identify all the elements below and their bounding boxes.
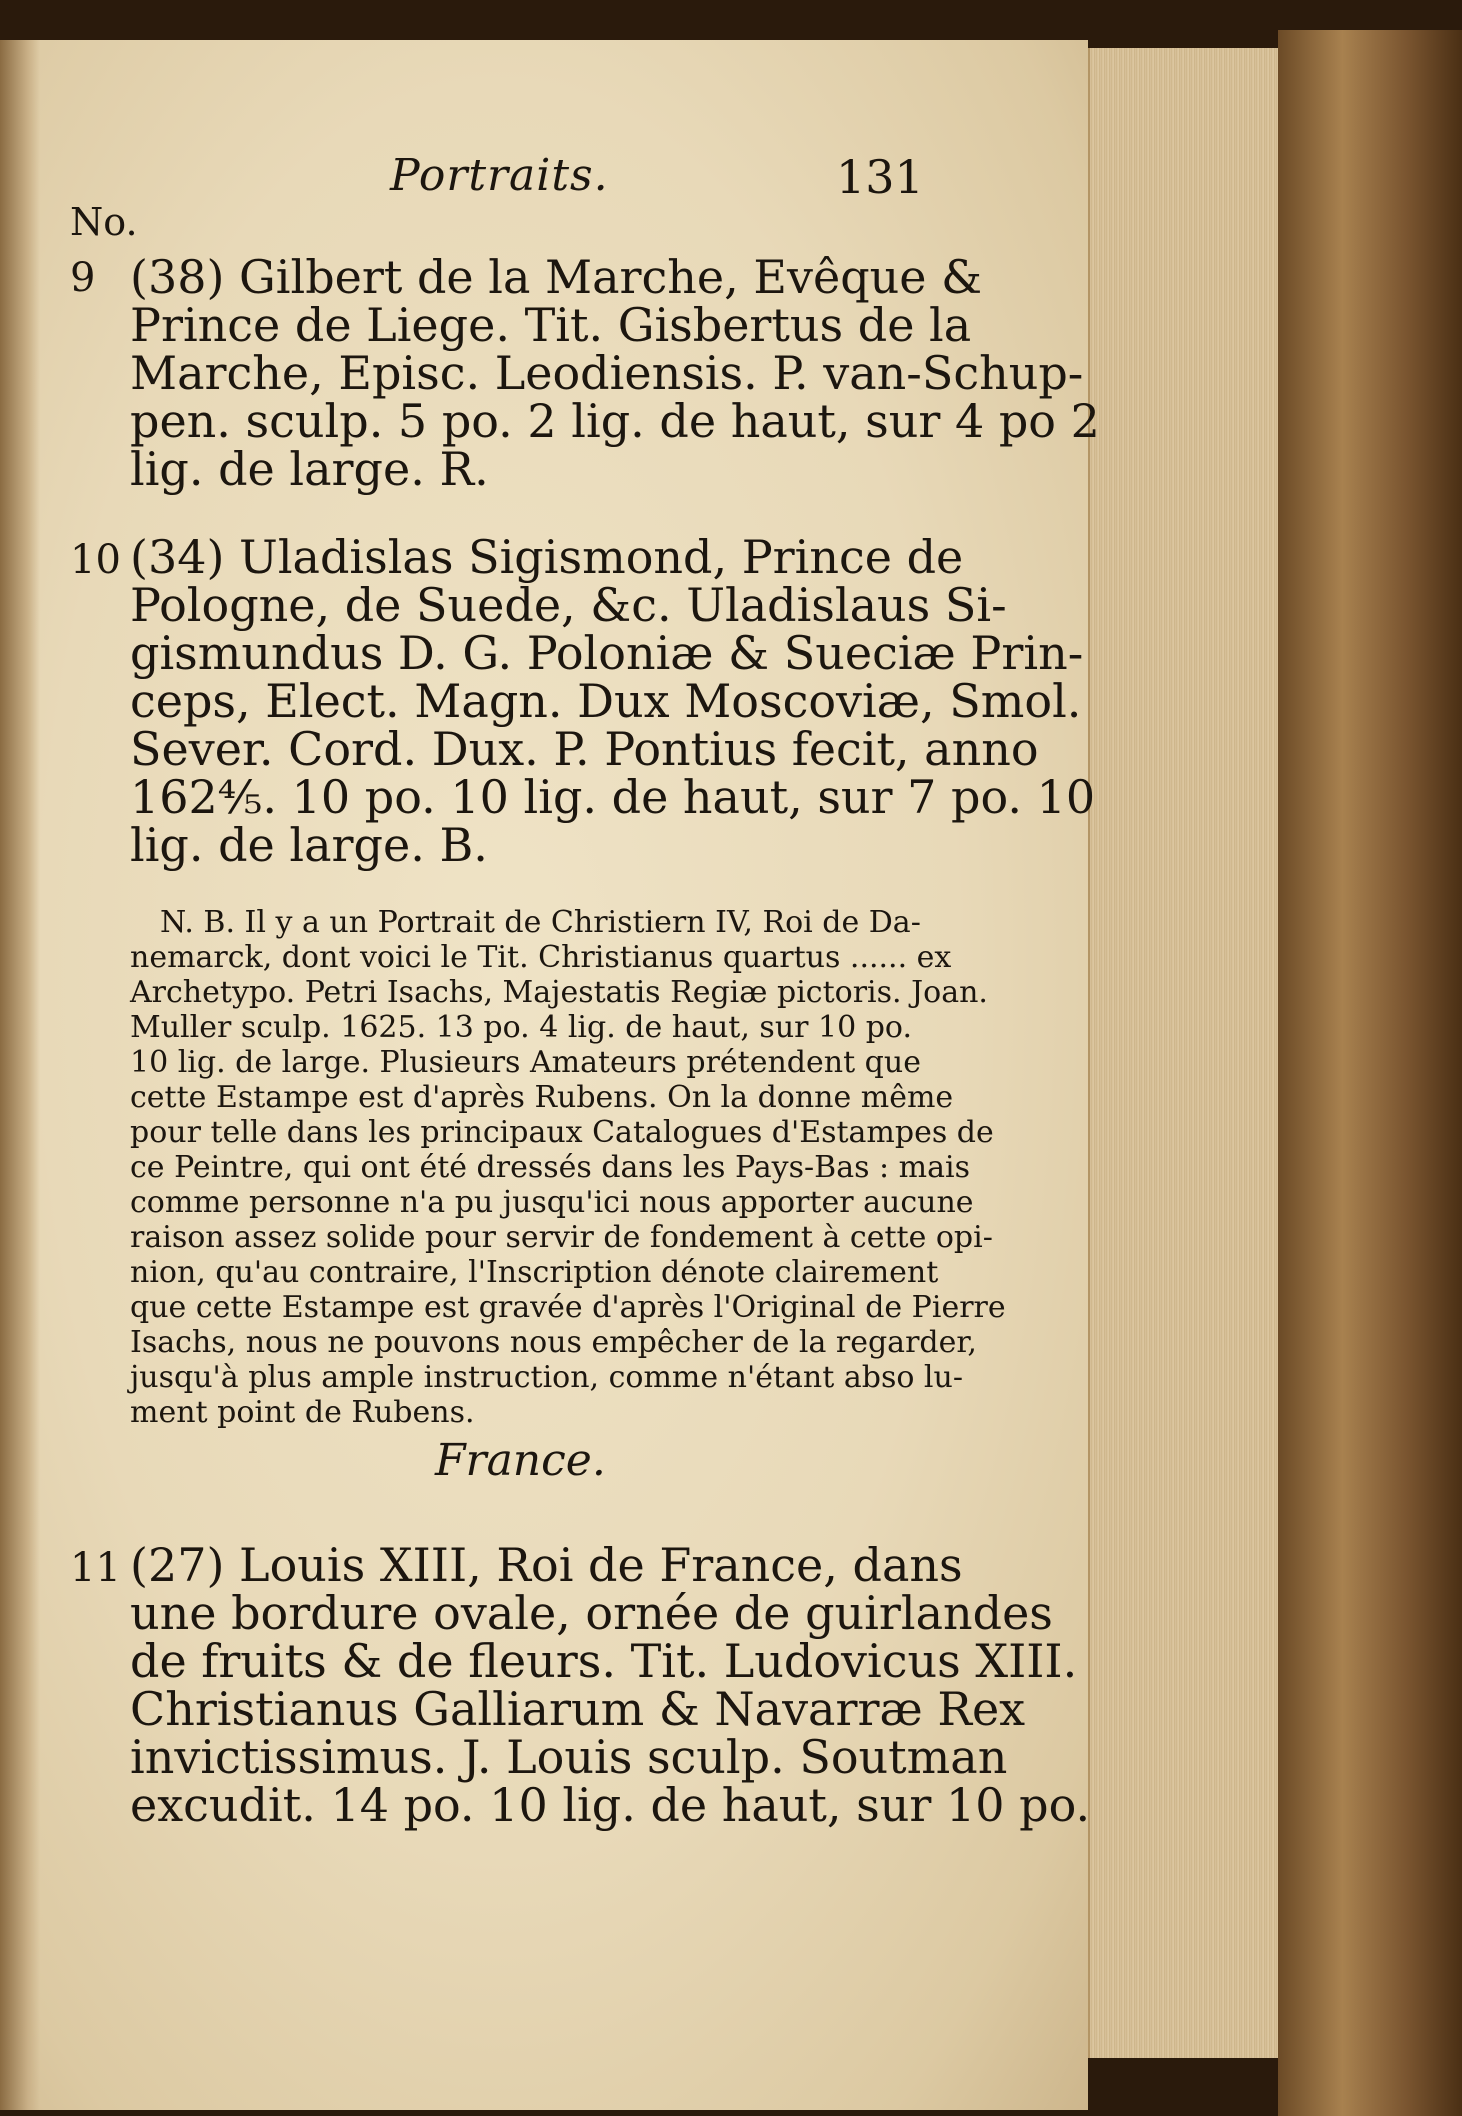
note-line: comme personne n'a pu jusqu'ici nous apporter aucune — [130, 1185, 974, 1220]
note-line: ce Peintre, qui ont été dressés dans les Pays-Bas : mais — [130, 1150, 970, 1185]
entry-line: Pologne, de Suede, &c. Uladislaus Si- — [130, 578, 1007, 632]
note-line: raison assez solide pour servir de fondement à cette opi- — [130, 1220, 993, 1255]
entry-line: une bordure ovale, ornée de guirlandes — [130, 1586, 1053, 1640]
note-line: pour telle dans les principaux Catalogues d'Estampes de — [130, 1115, 994, 1150]
entry-line: ceps, Elect. Magn. Dux Moscoviæ, Smol. — [130, 674, 1082, 728]
entry-line: Sever. Cord. Dux. P. Pontius fecit, anno — [130, 722, 1039, 776]
entry-line: Marche, Episc. Leodiensis. P. van-Schup- — [130, 346, 1084, 400]
entry-number: 10 — [70, 537, 121, 583]
note-line: 10 lig. de large. Plusieurs Amateurs prétendent que — [130, 1045, 921, 1080]
note-line: Muller sculp. 1625. 13 po. 4 lig. de haut, sur 10 po. — [130, 1010, 913, 1045]
entry-line: (34) Uladislas Sigismond, Prince de — [130, 530, 964, 584]
entry-line: Christianus Galliarum & Navarræ Rex — [130, 1682, 1026, 1736]
note-line: cette Estampe est d'après Rubens. On la donne même — [130, 1080, 954, 1115]
entry-line: (27) Louis XIII, Roi de France, dans — [130, 1538, 963, 1592]
running-title: Portraits. — [390, 150, 609, 201]
note-line: N. B. Il y a un Portrait de Christiern IV, Roi de Da- — [160, 905, 921, 940]
number-column-label: No. — [70, 200, 138, 244]
note-line: Isachs, nous ne pouvons nous empêcher de la regarder, — [130, 1325, 977, 1360]
gutter-shadow — [0, 40, 40, 2110]
entry-line: (38) Gilbert de la Marche, Evêque & — [130, 250, 983, 304]
entry-line: excudit. 14 po. 10 lig. de haut, sur 10 po. — [130, 1778, 1091, 1832]
entry-line: gismundus D. G. Poloniæ & Sueciæ Prin- — [130, 626, 1084, 680]
entry-number: 11 — [70, 1545, 121, 1591]
entry-line: invictissimus. J. Louis sculp. Soutman — [130, 1730, 1008, 1784]
note-line: ment point de Rubens. — [130, 1395, 475, 1430]
entry-line: de fruits & de fleurs. Tit. Ludovicus XIII. — [130, 1634, 1078, 1688]
page-edges — [1088, 48, 1280, 2058]
entry-line: lig. de large. R. — [130, 442, 489, 496]
entry-line: lig. de large. B. — [130, 818, 488, 872]
note-line: jusqu'à plus ample instruction, comme n'étant abso lu- — [130, 1360, 963, 1395]
entry-number: 9 — [70, 255, 96, 301]
leather-cover — [1278, 30, 1462, 2116]
note-line: nion, qu'au contraire, l'Inscription dénote clairement — [130, 1255, 939, 1290]
page-number: 131 — [836, 150, 924, 204]
note-line: que cette Estampe est gravée d'après l'Original de Pierre — [130, 1290, 1006, 1325]
note-line: nemarck, dont voici le Tit. Christianus quartus ...... ex — [130, 940, 952, 975]
entry-line: pen. sculp. 5 po. 2 lig. de haut, sur 4 po 2 — [130, 394, 1100, 448]
section-title: France. — [435, 1435, 606, 1486]
note-line: Archetypo. Petri Isachs, Majestatis Regiæ pictoris. Joan. — [130, 975, 988, 1010]
entry-line: Prince de Liege. Tit. Gisbertus de la — [130, 298, 972, 352]
entry-line: 162⅘. 10 po. 10 lig. de haut, sur 7 po. 10 — [130, 770, 1096, 824]
